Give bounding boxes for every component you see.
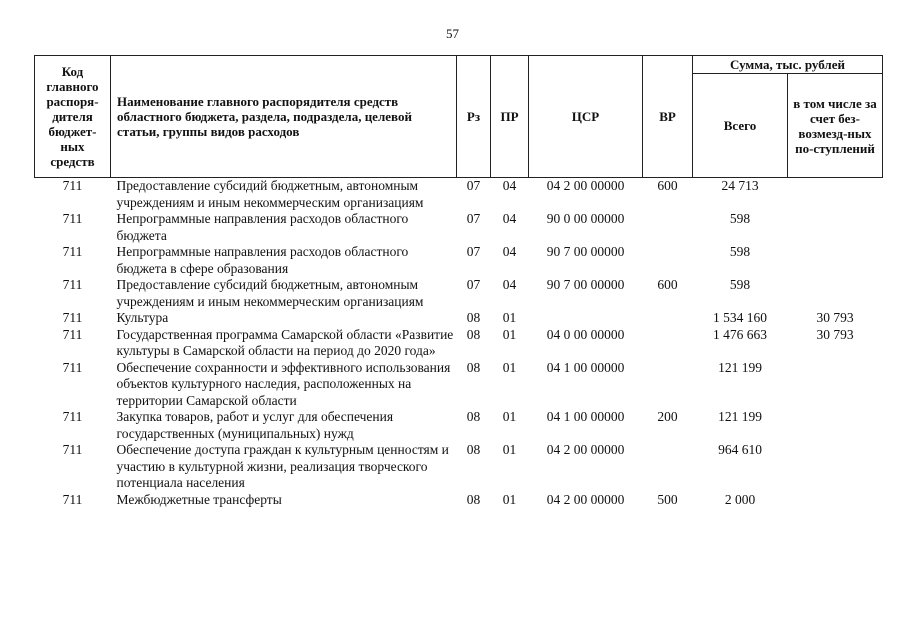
table-row [35, 178, 883, 212]
cell-name: Государственная программа Самарской области «Развитие культуры в Самарской области на период до 2020 года» [116, 326, 454, 358]
cell-pr: 01 [502, 326, 517, 342]
cell-pr: 01 [502, 491, 517, 507]
page-number: 57 [446, 26, 459, 41]
cell-csr: 04 0 00 00000 [546, 326, 625, 342]
table-row [35, 442, 883, 492]
table-row [35, 360, 883, 410]
cell-csr: 90 0 00 00000 [546, 211, 625, 226]
cell-vr [643, 244, 693, 277]
cell-name: Непрограммные направления расходов областного бюджета в сфере образования [116, 244, 409, 276]
cell-code: 711 [62, 277, 83, 292]
cell-free [788, 244, 883, 277]
cell-rz: 08 [466, 359, 481, 375]
cell-free [788, 492, 883, 509]
cell-csr: 90 7 00 00000 [546, 244, 625, 259]
cell-pr: 04 [502, 244, 517, 259]
cell-pr: 01 [502, 409, 517, 424]
cell-code: 711 [62, 326, 83, 342]
cell-pr: 01 [502, 442, 517, 457]
cell-free [788, 277, 883, 310]
cell-vr [643, 360, 693, 410]
cell-rz: 08 [466, 442, 481, 457]
table-header [35, 56, 883, 178]
cell-total: 1 534 160 [713, 310, 767, 325]
cell-pr: 04 [502, 277, 517, 292]
cell-pr: 01 [502, 310, 517, 325]
table-row [35, 277, 883, 310]
cell-total: 121 199 [718, 409, 762, 424]
header-rz: Рз [457, 56, 491, 178]
table-row [35, 244, 883, 277]
header-sum: Сумма, тыс. рублей [693, 56, 883, 74]
cell-rz: 07 [466, 244, 481, 259]
cell-free [788, 360, 883, 410]
cell-code: 711 [62, 310, 83, 325]
cell-csr: 04 2 00 00000 [546, 178, 625, 193]
cell-csr: 04 1 00 00000 [546, 359, 625, 375]
header-free: в том числе за счет без-возмезд-ных по-ступлений [788, 74, 883, 178]
cell-code: 711 [62, 178, 83, 193]
cell-rz: 08 [466, 310, 481, 325]
cell-rz: 07 [466, 178, 481, 193]
cell-total: 1 476 663 [713, 326, 767, 342]
cell-csr: 90 7 00 00000 [546, 277, 625, 292]
cell-vr [643, 327, 693, 360]
cell-rz: 07 [466, 211, 481, 226]
header-csr: ЦСР [529, 56, 643, 178]
table-row [35, 409, 883, 442]
header-code: Код главного распоря-дителя бюджет-ных средств [35, 56, 111, 178]
cell-csr: 04 2 00 00000 [546, 491, 625, 507]
cell-free [788, 211, 883, 244]
header-name: Наименование главного распорядителя средств областного бюджета, раздела, подраздела, целевой статьи, группы видов расходов [111, 56, 457, 178]
cell-pr: 04 [502, 211, 517, 226]
cell-csr: 04 2 00 00000 [546, 442, 625, 457]
cell-name: Межбюджетные трансферты [116, 491, 282, 507]
table-body [35, 178, 883, 509]
cell-free [788, 409, 883, 442]
header-vr: ВР [643, 56, 693, 178]
cell-rz: 08 [466, 326, 481, 342]
cell-code: 711 [62, 491, 83, 507]
cell-vr: 200 [657, 409, 678, 424]
table-row [35, 211, 883, 244]
cell-vr [643, 310, 693, 327]
cell-name: Предоставление субсидий бюджетным, автономным учреждениям и иным некоммерческим организациям [116, 277, 424, 309]
cell-name: Предоставление субсидий бюджетным, автономным учреждениям и иным некоммерческим организациям [116, 178, 424, 210]
cell-total: 598 [729, 244, 751, 259]
table-row [35, 492, 883, 509]
cell-name: Обеспечение сохранности и эффективного использования объектов культурного наследия, расположенных на территории Самарской области [116, 359, 451, 408]
cell-name: Обеспечение доступа граждан к культурным ценностям и участию в культурной жизни, реализация творческого потенциала населения [116, 442, 449, 490]
cell-rz: 08 [466, 491, 481, 507]
cell-rz: 08 [466, 409, 481, 424]
header-pr: ПР [491, 56, 529, 178]
budget-table [34, 55, 883, 508]
cell-vr [643, 211, 693, 244]
cell-code: 711 [62, 211, 83, 226]
cell-vr [643, 442, 693, 492]
cell-code: 711 [62, 409, 83, 424]
cell-vr: 600 [657, 277, 678, 292]
cell-free: 30 793 [816, 310, 854, 325]
cell-pr: 01 [502, 359, 517, 375]
cell-total: 598 [729, 277, 751, 292]
cell-total: 964 610 [718, 442, 762, 457]
cell-code: 711 [62, 244, 83, 259]
cell-total: 2 000 [724, 491, 756, 507]
cell-name: Культура [116, 310, 169, 325]
cell-csr: 04 1 00 00000 [546, 409, 625, 424]
cell-csr [529, 310, 643, 327]
cell-vr: 600 [657, 178, 678, 193]
cell-total: 121 199 [718, 359, 762, 375]
cell-free: 30 793 [816, 326, 854, 342]
header-total: Всего [693, 74, 788, 178]
cell-free [788, 442, 883, 492]
cell-pr: 04 [502, 178, 517, 193]
cell-name: Непрограммные направления расходов областного бюджета [116, 211, 409, 243]
cell-rz: 07 [466, 277, 481, 292]
cell-vr: 500 [657, 491, 678, 507]
cell-total: 598 [729, 211, 751, 226]
cell-code: 711 [62, 359, 83, 375]
cell-code: 711 [62, 442, 83, 457]
cell-free [788, 178, 883, 212]
cell-total: 24 713 [721, 178, 759, 193]
table-row [35, 310, 883, 327]
table-row [35, 327, 883, 360]
cell-name: Закупка товаров, работ и услуг для обеспечения государственных (муниципальных) нужд [116, 409, 394, 441]
